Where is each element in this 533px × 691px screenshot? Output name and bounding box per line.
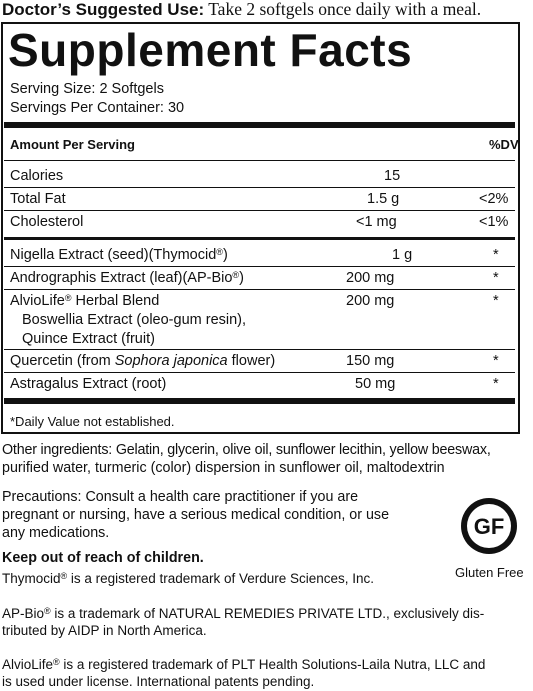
panel-title: Supplement Facts xyxy=(8,24,413,76)
row-andrographis-dv: * xyxy=(493,270,499,286)
row-rule xyxy=(4,289,515,290)
row-calories-name: Calories xyxy=(10,168,64,184)
precautions-line-2: pregnant or nursing, have a serious medical condition, or use xyxy=(2,507,390,523)
row-calories-amount: 15 xyxy=(384,168,401,184)
row-rule xyxy=(4,210,515,211)
thick-rule xyxy=(4,122,515,128)
thick-rule xyxy=(4,398,515,404)
servings-per-container: Servings Per Container: 30 xyxy=(10,100,185,116)
row-nigella-amount: 1 g xyxy=(392,247,413,263)
serving-size: Serving Size: 2 Softgels xyxy=(10,81,164,97)
row-total-fat-amount: 1.5 g xyxy=(367,191,400,207)
row-total-fat-name: Total Fat xyxy=(10,191,66,207)
suggested-use-text: Take 2 softgels once daily with a meal. xyxy=(208,0,482,19)
row-rule xyxy=(4,187,515,188)
trademark-alviolife-line-2: is used under license. International patents pending. xyxy=(2,674,315,689)
row-alviolife-sub-2: Quince Extract (fruit) xyxy=(22,331,155,347)
row-cholesterol-name: Cholesterol xyxy=(10,214,84,230)
row-rule xyxy=(4,349,515,350)
other-ingredients-line-1: Other ingredients: Gelatin, glycerin, olive oil, sunflower lecithin, yellow beeswax, xyxy=(2,442,491,458)
other-ingredients-line-2: purified water, turmeric (color) dispersion in sunflower oil, maltodextrin xyxy=(2,460,445,476)
row-rule xyxy=(4,372,515,373)
suggested-use-label: Doctor’s Suggested Use: xyxy=(2,0,205,19)
row-alviolife-sub-1: Boswellia Extract (oleo-gum resin), xyxy=(22,312,247,328)
row-nigella-name: Nigella Extract (seed)(Thymocid®) xyxy=(10,247,228,263)
row-quercetin-name: Quercetin (from Sophora japonica flower) xyxy=(10,353,276,369)
row-alviolife-dv: * xyxy=(493,293,499,309)
gluten-free-label: Gluten Free xyxy=(455,565,524,580)
row-quercetin-dv: * xyxy=(493,353,499,369)
suggested-use xyxy=(2,0,481,20)
header-dv: %DV xyxy=(489,137,519,152)
trademark-alviolife-line-1: AlvioLife® is a registered trademark of PLT Health Solutions-Laila Nutra, LLC and xyxy=(2,657,486,672)
precautions-line-3: any medications. xyxy=(2,525,110,541)
row-rule xyxy=(4,266,515,267)
medium-rule xyxy=(4,237,515,240)
precautions-line-1: Precautions: Consult a health care practitioner if you are xyxy=(2,489,359,505)
header-amount-per-serving: Amount Per Serving xyxy=(10,137,135,152)
row-alviolife-amount: 200 mg xyxy=(346,293,395,309)
keep-out-of-reach: Keep out of reach of children. xyxy=(2,550,204,566)
row-astragalus-dv: * xyxy=(493,376,499,392)
row-alviolife-name: AlvioLife® Herbal Blend xyxy=(10,293,160,309)
row-cholesterol-amount: <1 mg xyxy=(356,214,397,230)
row-andrographis-amount: 200 mg xyxy=(346,270,395,286)
row-total-fat-dv: <2% xyxy=(479,191,509,207)
footnote: *Daily Value not established. xyxy=(10,414,175,429)
row-nigella-dv: * xyxy=(493,247,499,263)
trademark-apbio-line-2: tributed by AIDP in North America. xyxy=(2,623,207,638)
gluten-free-badge-mark: GF xyxy=(473,514,505,539)
trademark-thymocid: Thymocid® is a registered trademark of Verdure Sciences, Inc. xyxy=(2,571,375,586)
row-rule xyxy=(4,160,515,161)
row-astragalus-name: Astragalus Extract (root) xyxy=(10,376,167,392)
trademark-apbio-line-1: AP-Bio® is a trademark of NATURAL REMEDIES PRIVATE LTD., exclusively dis- xyxy=(2,606,485,621)
row-astragalus-amount: 50 mg xyxy=(355,376,396,392)
row-quercetin-amount: 150 mg xyxy=(346,353,395,369)
gluten-free-badge-icon xyxy=(459,496,519,556)
row-andrographis-name: Andrographis Extract (leaf)(AP-Bio®) xyxy=(10,270,244,286)
row-cholesterol-dv: <1% xyxy=(479,214,509,230)
